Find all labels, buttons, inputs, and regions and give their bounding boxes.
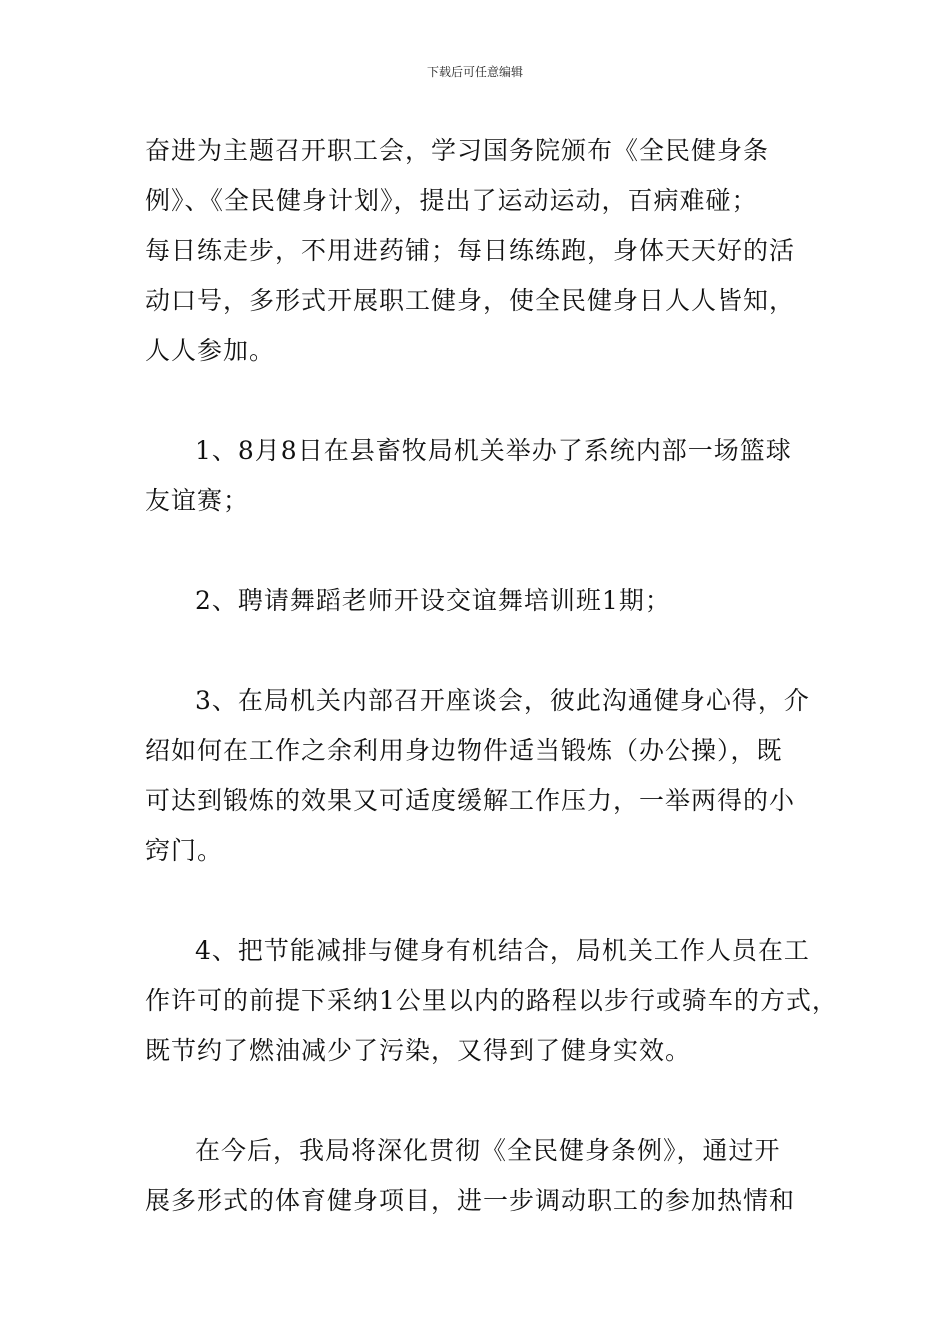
text-line: 窍门。 — [145, 836, 224, 865]
text-line: 3、在局机关内部召开座谈会，彼此沟通健身心得，介 — [195, 686, 810, 715]
text-line: 奋进为主题召开职工会，学习国务院颁布《全民健身条 — [145, 136, 770, 165]
text-line: 作许可的前提下采纳1公里以内的路程以步行或骑车的方式， — [145, 986, 838, 1015]
paragraph-gap — [145, 526, 810, 576]
paragraph-gap — [145, 376, 810, 426]
paragraph-intro — [145, 126, 810, 376]
text-line: 友谊赛； — [145, 486, 250, 515]
text-line: 展多形式的体育健身项目，进一步调动职工的参加热情和 — [145, 1186, 796, 1215]
paragraph-item-1 — [145, 426, 810, 526]
text-line: 4、把节能减排与健身有机结合，局机关工作人员在工 — [195, 936, 810, 965]
paragraph-item-2 — [145, 576, 810, 626]
text-line: 例》、《全民健身计划》，提出了运动运动，百病难碰； — [145, 186, 758, 215]
text-line: 既节约了燃油减少了污染，又得到了健身实效。 — [145, 1036, 692, 1065]
paragraph-gap — [145, 626, 810, 676]
text-line: 绍如何在工作之余利用身边物件适当锻炼（办公操），既 — [145, 736, 783, 765]
text-line: 可达到锻炼的效果又可适度缓解工作压力，一举两得的小 — [145, 786, 796, 815]
text-line: 1、8月8日在县畜牧局机关举办了系统内部一场篮球 — [195, 436, 792, 465]
text-line: 2、聘请舞蹈老师开设交谊舞培训班1期； — [195, 586, 671, 615]
paragraph-item-3 — [145, 676, 810, 876]
text-line: 在今后，我局将深化贯彻《全民健身条例》，通过开 — [195, 1136, 781, 1165]
paragraph-outlook — [145, 1126, 810, 1226]
text-line: 人人参加。 — [145, 336, 276, 365]
text-line: 动口号，多形式开展职工健身，使全民健身日人人皆知， — [145, 286, 796, 315]
page-header: 下载后可任意编辑 — [426, 65, 523, 79]
paragraph-item-4 — [145, 926, 838, 1076]
document-body — [145, 126, 838, 1226]
text-line: 每日练走步，不用进药铺；每日练练跑，身体天天好的活 — [145, 236, 796, 265]
paragraph-gap — [145, 1076, 810, 1126]
paragraph-gap — [145, 876, 810, 926]
